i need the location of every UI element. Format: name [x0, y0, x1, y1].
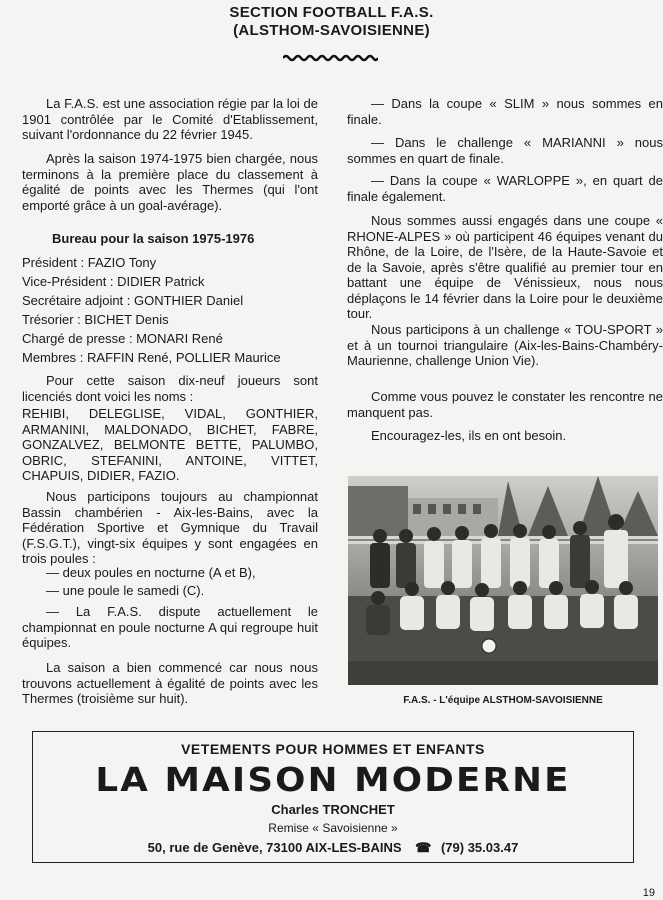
players-line: OBRIC, STEFANINI, ANTOINE, VITTET,	[22, 452, 318, 468]
team-photo	[348, 476, 658, 685]
bureau-secretary: Secrétaire adjoint : GONTHIER Daniel	[22, 293, 244, 308]
cup-warloppe: — Dans la coupe « WARLOPPE », en quart de finale également.	[347, 173, 663, 204]
bureau-list	[22, 253, 281, 367]
bureau-press: Chargé de presse : MONARI René	[22, 331, 223, 346]
section-subtitle: (ALSTHOM-SAVOISIENNE)	[233, 22, 430, 39]
pool-c: — une poule le samedi (C).	[46, 583, 205, 598]
pool-a-b: — deux poules en nocturne (A et B),	[46, 565, 256, 580]
bureau-title: Bureau pour la saison 1975-1976	[52, 231, 255, 246]
season-paragraph: Après la saison 1974-1975 bien chargée, nous terminons à la première place du classement à égalité de points avec les Thermes (qui l'ont emporté grâce à un goal-avérage).	[22, 151, 318, 213]
players-intro: Pour cette saison dix-neuf joueurs sont licenciés dont voici les noms :	[22, 373, 318, 404]
tousport-paragraph: Nous participons à un challenge « TOU-SPORT » et à un tournoi triangulaire (Aix-les-Bains-Chambéry-Maurienne, challenge Union Vie).	[347, 322, 663, 368]
bureau-members: Membres : RAFFIN René, POLLIER Maurice	[22, 350, 281, 365]
ad-address: 50, rue de Genève, 73100 AIX-LES-BAINS	[147, 840, 402, 855]
championship-paragraph: Nous participons toujours au championnat Bassin chambérien - Aix-les-Bains, avec la Fédération Sportive et Gymnique du Travail (F.S.G.T.), vingt-six équipes y sont engagées en trois poules :	[22, 489, 318, 566]
section-title: SECTION FOOTBALL F.A.S.	[229, 4, 434, 21]
ad-phone: (79) 35.03.47	[440, 840, 519, 855]
players-list	[22, 406, 318, 484]
season-start-paragraph: La saison a bien commencé car nous nous trouvons actuellement à égalité de points avec les Thermes (troisième sur huit).	[22, 660, 318, 706]
bureau-president: Président : FAZIO Tony	[22, 255, 157, 270]
fas-pool-paragraph: — La F.A.S. dispute actuellement le championnat en poule nocturne A qui regroupe huit équipes.	[22, 604, 318, 650]
phone-icon: ☎	[415, 840, 432, 855]
encourage-paragraph: Encouragez-les, ils en ont besoin.	[371, 428, 567, 443]
ad-tagline: VETEMENTS POUR HOMMES ET ENFANTS	[181, 741, 485, 757]
ad-brand: LA MAISON MODERNE	[95, 760, 571, 799]
bureau-treasurer: Trésorier : BICHET Denis	[22, 312, 169, 327]
cup-slim: — Dans la coupe « SLIM » nous sommes en finale.	[347, 96, 663, 127]
players-line: REHIBI, DELEGLISE, VIDAL, GONTHIER,	[22, 406, 318, 421]
players-line: CHAPUIS, DIDIER, FAZIO.	[22, 468, 180, 483]
ad-owner: Charles TRONCHET	[271, 802, 395, 817]
page-number: 19	[642, 887, 655, 899]
photo-caption: F.A.S. - L'équipe ALSTHOM-SAVOISIENNE	[403, 695, 603, 706]
rhone-alpes-paragraph: Nous sommes aussi engagés dans une coupe « RHONE-ALPES » où participent 46 équipes venant du Rhône, de la Loire, de l'Isère, de la Haute-Savoie et de la Savoie, après s'être qualifié au premier tour en battant une équipe de Vénissieux, nous nous déplaçons le 14 février dans la Loire pour le deuxième tour.	[347, 213, 663, 321]
ad-contact-line	[33, 840, 633, 856]
challenge-marianni: — Dans le challenge « MARIANNI » nous sommes en quart de finale.	[347, 135, 663, 166]
advertisement-box	[32, 731, 634, 863]
wavy-divider	[283, 54, 378, 62]
intro-paragraph: La F.A.S. est une association régie par la loi de 1901 contrôlée par le Comité d'Etablissement, suivant l'ordonnance du 22 février 1945.	[22, 96, 318, 142]
players-line: ARMANINI, MALDONADO, BICHET, FABRE,	[22, 421, 318, 437]
ad-subtitle: Remise « Savoisienne »	[268, 821, 398, 835]
players-line: GONZALVEZ, BELMONTE BETTE, PALUMBO,	[22, 437, 318, 452]
bureau-vice-president: Vice-Président : DIDIER Patrick	[22, 274, 205, 289]
matches-paragraph: Comme vous pouvez le constater les rencontre ne manquent pas.	[347, 389, 663, 420]
